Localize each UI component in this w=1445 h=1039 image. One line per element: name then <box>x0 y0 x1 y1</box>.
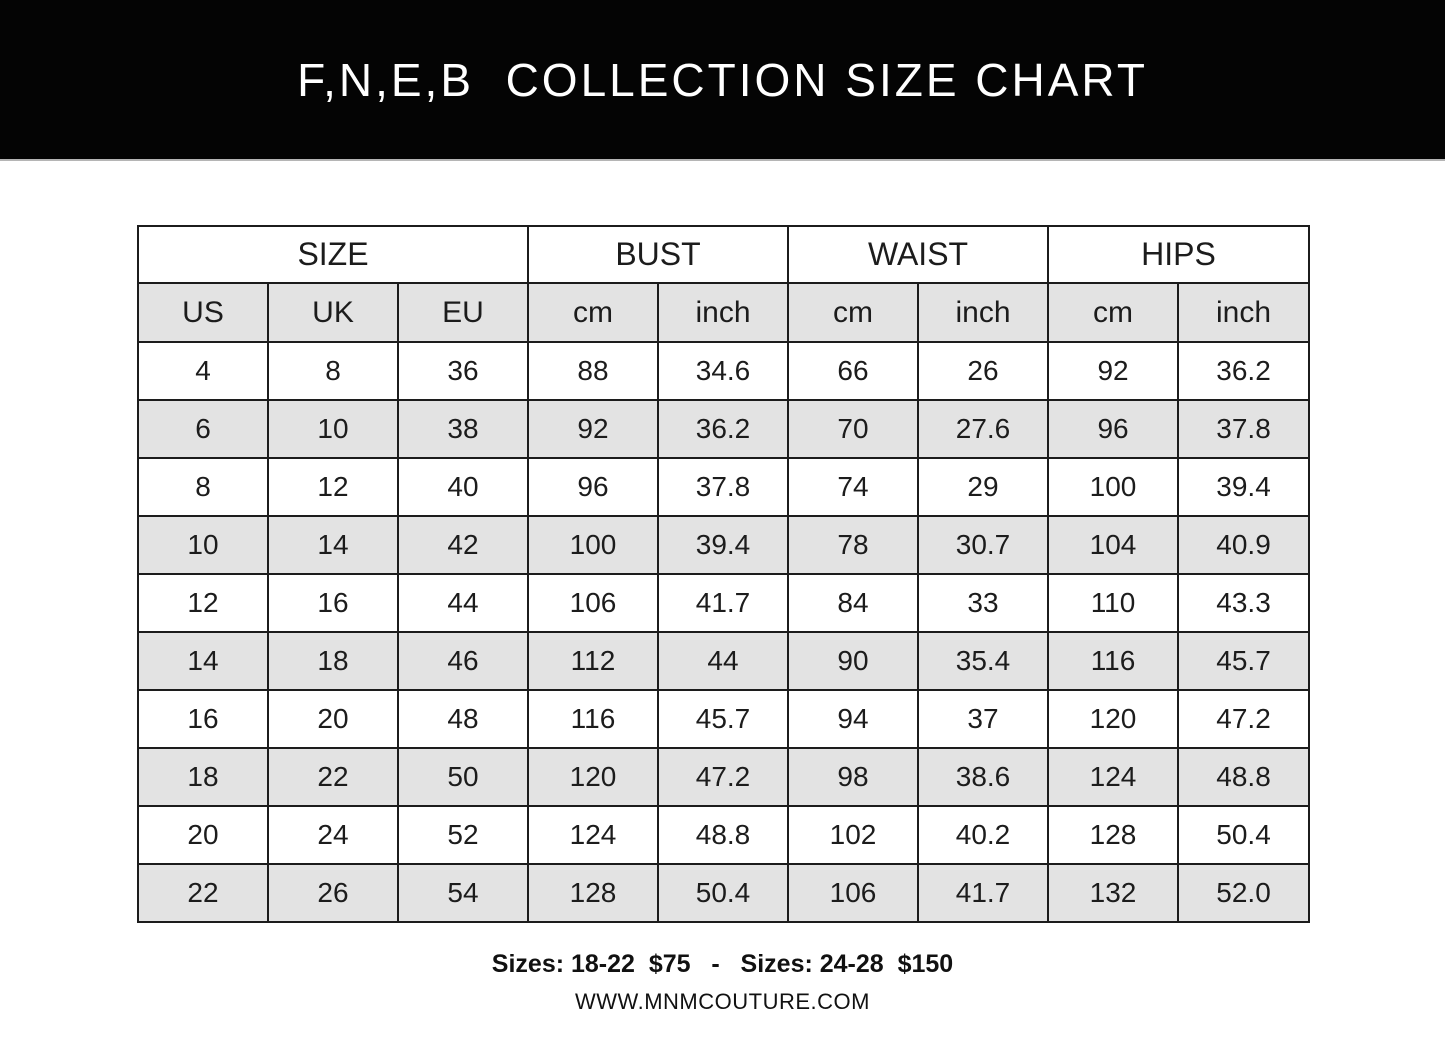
sub-header-row <box>138 283 1309 342</box>
table-cell: 42 <box>398 516 528 574</box>
table-cell: 10 <box>138 516 268 574</box>
table-cell: 37 <box>918 690 1048 748</box>
table-cell: 50 <box>398 748 528 806</box>
table-cell: 124 <box>528 806 658 864</box>
table-cell: 39.4 <box>658 516 788 574</box>
column-header-us: US <box>138 283 268 342</box>
table-cell: 116 <box>1048 632 1178 690</box>
table-cell: 41.7 <box>658 574 788 632</box>
table-cell: 18 <box>268 632 398 690</box>
pricing-note: Sizes: 18-22 $75 - Sizes: 24-28 $150 <box>491 950 954 978</box>
table-cell: 18 <box>138 748 268 806</box>
table-cell: 8 <box>138 458 268 516</box>
table-cell: 44 <box>658 632 788 690</box>
table-cell: 106 <box>788 864 918 922</box>
table-cell: 96 <box>1048 400 1178 458</box>
table-cell: 120 <box>1048 690 1178 748</box>
column-group-hips: HIPS <box>1048 226 1309 283</box>
table-cell: 92 <box>1048 342 1178 400</box>
table-cell: 132 <box>1048 864 1178 922</box>
table-row <box>138 806 1309 864</box>
table-cell: 48 <box>398 690 528 748</box>
table-cell: 45.7 <box>658 690 788 748</box>
table-cell: 48.8 <box>658 806 788 864</box>
table-cell: 78 <box>788 516 918 574</box>
column-header-eu: EU <box>398 283 528 342</box>
table-cell: 47.2 <box>658 748 788 806</box>
table-row <box>138 458 1309 516</box>
table-cell: 44 <box>398 574 528 632</box>
table-cell: 98 <box>788 748 918 806</box>
table-cell: 40.9 <box>1178 516 1309 574</box>
table-cell: 26 <box>268 864 398 922</box>
website-text: WWW.MNMCOUTURE.COM <box>575 989 870 1014</box>
table-row <box>138 864 1309 922</box>
table-cell: 70 <box>788 400 918 458</box>
table-cell: 30.7 <box>918 516 1048 574</box>
table-row <box>138 632 1309 690</box>
table-row <box>138 690 1309 748</box>
table-cell: 54 <box>398 864 528 922</box>
table-cell: 14 <box>138 632 268 690</box>
table-cell: 104 <box>1048 516 1178 574</box>
table-cell: 47.2 <box>1178 690 1309 748</box>
table-cell: 34.6 <box>658 342 788 400</box>
table-cell: 12 <box>138 574 268 632</box>
column-header-uk: UK <box>268 283 398 342</box>
table-cell: 124 <box>1048 748 1178 806</box>
table-cell: 6 <box>138 400 268 458</box>
table-row <box>138 342 1309 400</box>
table-cell: 27.6 <box>918 400 1048 458</box>
table-cell: 50.4 <box>1178 806 1309 864</box>
table-cell: 22 <box>138 864 268 922</box>
table-cell: 29 <box>918 458 1048 516</box>
group-header-row <box>138 226 1309 283</box>
table-cell: 36.2 <box>658 400 788 458</box>
table-cell: 14 <box>268 516 398 574</box>
table-row <box>138 516 1309 574</box>
table-cell: 20 <box>268 690 398 748</box>
content-area <box>0 225 1445 1015</box>
table-cell: 100 <box>1048 458 1178 516</box>
table-cell: 110 <box>1048 574 1178 632</box>
table-cell: 39.4 <box>1178 458 1309 516</box>
table-cell: 8 <box>268 342 398 400</box>
table-cell: 35.4 <box>918 632 1048 690</box>
table-cell: 92 <box>528 400 658 458</box>
table-cell: 20 <box>138 806 268 864</box>
table-cell: 116 <box>528 690 658 748</box>
table-cell: 66 <box>788 342 918 400</box>
page-title: F,N,E,B COLLECTION SIZE CHART <box>297 53 1148 106</box>
table-cell: 45.7 <box>1178 632 1309 690</box>
table-cell: 88 <box>528 342 658 400</box>
table-cell: 33 <box>918 574 1048 632</box>
table-cell: 100 <box>528 516 658 574</box>
table-row <box>138 748 1309 806</box>
table-cell: 26 <box>918 342 1048 400</box>
table-cell: 36 <box>398 342 528 400</box>
banner <box>0 0 1445 161</box>
column-header-waist-cm: cm <box>788 283 918 342</box>
table-cell: 16 <box>138 690 268 748</box>
table-cell: 128 <box>1048 806 1178 864</box>
column-header-hips-cm: cm <box>1048 283 1178 342</box>
table-cell: 36.2 <box>1178 342 1309 400</box>
table-cell: 84 <box>788 574 918 632</box>
column-header-bust-inch: inch <box>658 283 788 342</box>
table-cell: 102 <box>788 806 918 864</box>
table-cell: 37.8 <box>1178 400 1309 458</box>
table-row <box>138 400 1309 458</box>
table-cell: 128 <box>528 864 658 922</box>
column-group-waist: WAIST <box>788 226 1048 283</box>
table-cell: 40.2 <box>918 806 1048 864</box>
table-cell: 4 <box>138 342 268 400</box>
table-cell: 46 <box>398 632 528 690</box>
table-cell: 24 <box>268 806 398 864</box>
table-cell: 10 <box>268 400 398 458</box>
table-cell: 52.0 <box>1178 864 1309 922</box>
table-cell: 22 <box>268 748 398 806</box>
column-group-bust: BUST <box>528 226 788 283</box>
table-cell: 90 <box>788 632 918 690</box>
table-cell: 106 <box>528 574 658 632</box>
table-cell: 41.7 <box>918 864 1048 922</box>
table-cell: 52 <box>398 806 528 864</box>
column-header-bust-cm: cm <box>528 283 658 342</box>
table-cell: 50.4 <box>658 864 788 922</box>
table-cell: 112 <box>528 632 658 690</box>
column-header-waist-inch: inch <box>918 283 1048 342</box>
table-cell: 40 <box>398 458 528 516</box>
table-cell: 94 <box>788 690 918 748</box>
table-cell: 48.8 <box>1178 748 1309 806</box>
table-cell: 37.8 <box>658 458 788 516</box>
size-table <box>137 225 1310 923</box>
table-cell: 74 <box>788 458 918 516</box>
table-cell: 38 <box>398 400 528 458</box>
table-row <box>138 574 1309 632</box>
column-header-hips-inch: inch <box>1178 283 1309 342</box>
table-cell: 120 <box>528 748 658 806</box>
column-group-size: SIZE <box>138 226 528 283</box>
table-cell: 38.6 <box>918 748 1048 806</box>
table-cell: 16 <box>268 574 398 632</box>
table-cell: 43.3 <box>1178 574 1309 632</box>
table-cell: 96 <box>528 458 658 516</box>
table-cell: 12 <box>268 458 398 516</box>
